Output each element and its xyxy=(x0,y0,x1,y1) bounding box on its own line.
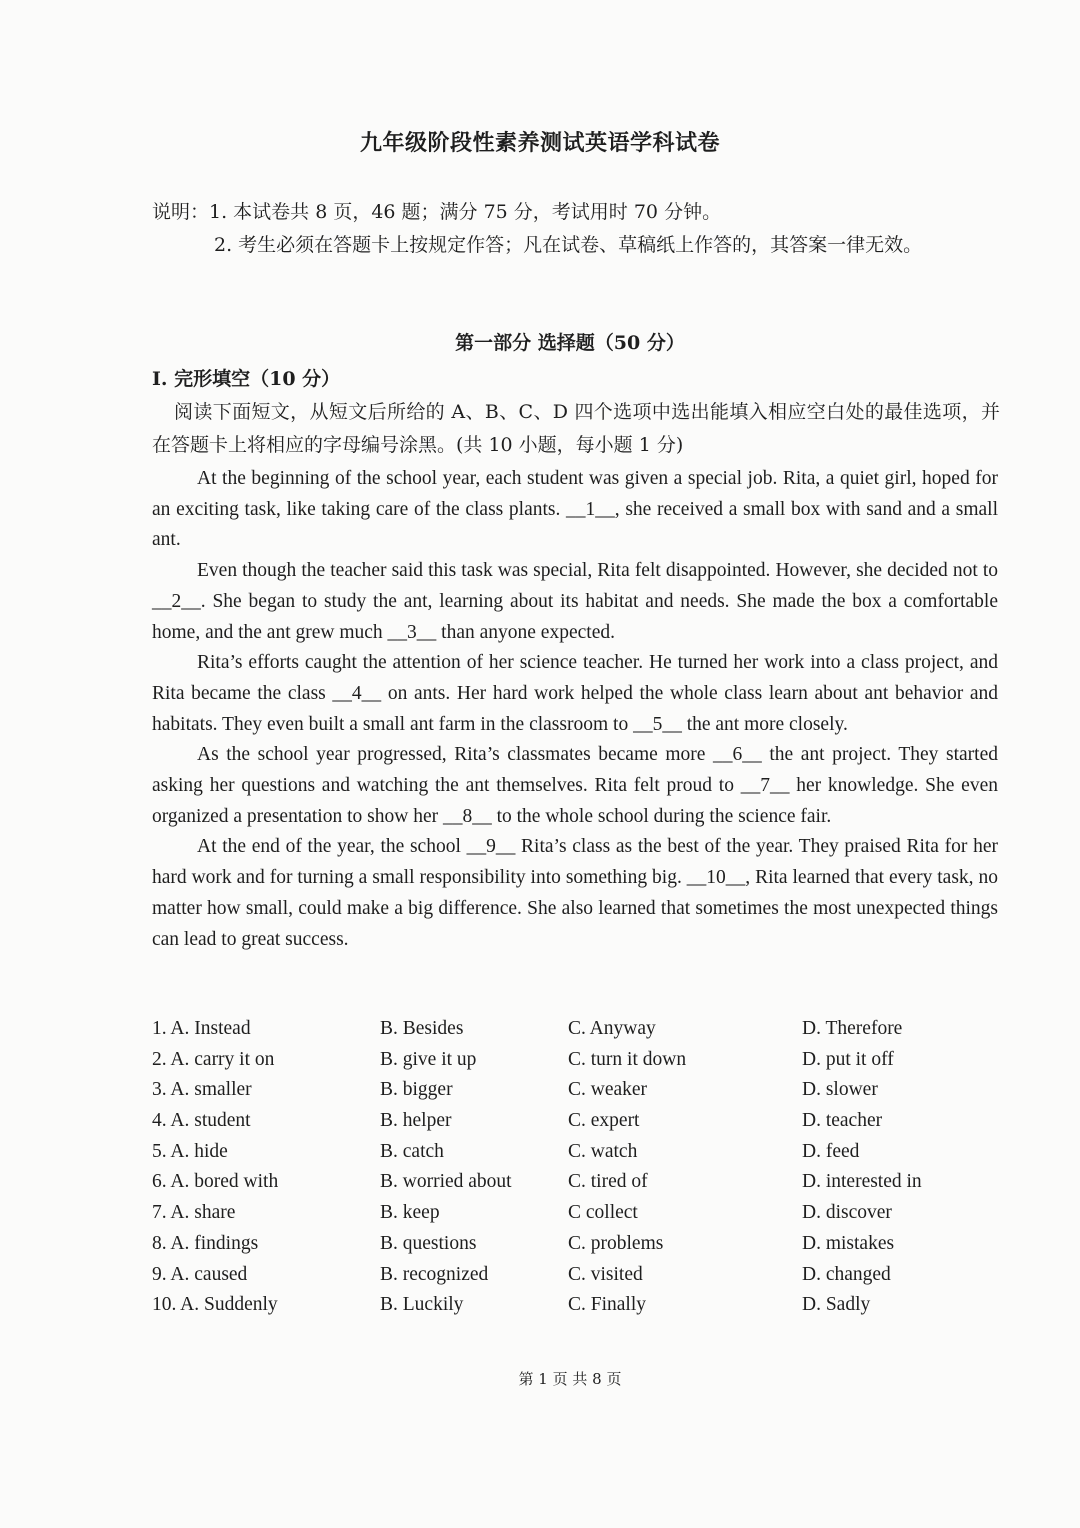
option-c: C. tired of xyxy=(568,1171,648,1193)
option-row xyxy=(152,1229,998,1260)
section-heading: 第一部分 选择题（50 分） xyxy=(455,332,685,354)
options-list xyxy=(152,1014,998,1321)
passage-paragraph: Even though the teacher said this task was special, Rita felt disappointed. However, she decided not to __2__. She began to study the ant, learning about its habitat and needs. She made the box a comfortable home, and the ant grew much __3__ than anyone expected. xyxy=(152,560,998,643)
passage-paragraph: Rita’s efforts caught the attention of her science teacher. He turned her work into a class project, and Rita became the class __4__ on ants. Her hard work helped the whole class learn about ant behavior and habitats. They even built a small ant farm in the classroom to __5__ the ant more closely. xyxy=(152,652,998,735)
option-b: B. questions xyxy=(380,1232,477,1254)
option-b: B. keep xyxy=(380,1202,440,1224)
option-a: 2. A. carry it on xyxy=(152,1048,275,1070)
option-c: C. Finally xyxy=(568,1294,647,1316)
option-a: 6. A. bored with xyxy=(152,1171,279,1193)
option-c: C. expert xyxy=(568,1110,640,1132)
option-d: D. mistakes xyxy=(802,1232,895,1254)
note-line-1: 说明：1. 本试卷共 8 页，46 题；满分 75 分，考试用时 70 分钟。 xyxy=(152,201,722,223)
option-d: D. slower xyxy=(802,1079,878,1101)
page-number-footer: 第 1 页 共 8 页 xyxy=(518,1370,622,1388)
option-b: B. recognized xyxy=(380,1263,489,1285)
option-b: B. give it up xyxy=(380,1048,477,1070)
option-row xyxy=(152,1014,998,1045)
option-row xyxy=(152,1045,998,1076)
passage-paragraph: At the end of the year, the school __9__ Rita’s class as the best of the year. They praised Rita for her hard work and for turning a small responsibility into something big. __10__, Rita learned that every task, no matter how small, could make a big difference. She also learned that sometimes the most unexpected things can lead to great success. xyxy=(152,836,998,950)
option-b: B. Besides xyxy=(380,1018,464,1039)
option-a: 5. A. hide xyxy=(152,1140,228,1162)
exam-notes xyxy=(152,196,1002,262)
option-b: B. worried about xyxy=(380,1171,512,1193)
passage-paragraph: As the school year progressed, Rita’s classmates became more __6__ the ant project. They started asking her questions and watching the ant themselves. Rita felt proud to __7__ her knowledge. She even organized a presentation to show her __8__ to the whole school during the science fair. xyxy=(152,744,998,827)
part-heading: I. 完形填空（10 分） xyxy=(152,368,341,390)
option-a: 9. A. caused xyxy=(152,1263,248,1285)
option-d: D. discover xyxy=(802,1202,892,1224)
option-row xyxy=(152,1106,998,1137)
passage-paragraph: At the beginning of the school year, each student was given a special job. Rita, a quiet girl, hoped for an exciting task, like taking care of the class plants. __1__, she received a small box with sand and a small ant. xyxy=(152,468,998,551)
option-a: 3. A. smaller xyxy=(152,1079,252,1101)
option-row xyxy=(152,1137,998,1168)
option-b: B. Luckily xyxy=(380,1294,464,1316)
option-a: 8. A. findings xyxy=(152,1232,259,1254)
option-c: C. problems xyxy=(568,1232,664,1254)
option-row xyxy=(152,1290,998,1321)
exam-title: 九年级阶段性素养测试英语学科试卷 xyxy=(359,130,720,156)
option-a: 4. A. student xyxy=(152,1110,251,1132)
option-d: D. put it off xyxy=(802,1048,894,1070)
option-a: 1. A. Instead xyxy=(152,1018,251,1039)
option-d: D. changed xyxy=(802,1263,891,1285)
option-d: D. teacher xyxy=(802,1110,883,1132)
option-d: D. Therefore xyxy=(802,1018,903,1039)
option-d: D. interested in xyxy=(802,1171,922,1193)
instruction-text: 阅读下面短文，从短文后所给的 A、B、C、D 四个选项中选出能填入相应空白处的最佳选项，并在答题卡上将相应的字母编号涂黑。(共 10 小题，每小题 1 分) xyxy=(152,401,1000,456)
option-row xyxy=(152,1075,998,1106)
option-c: C. visited xyxy=(568,1263,643,1285)
cloze-passage xyxy=(152,464,998,955)
option-row xyxy=(152,1167,998,1198)
option-c: C. turn it down xyxy=(568,1048,687,1070)
option-b: B. helper xyxy=(380,1110,452,1132)
option-row xyxy=(152,1198,998,1229)
option-row xyxy=(152,1260,998,1291)
note-line-2: 2. 考生必须在答题卡上按规定作答；凡在试卷、草稿纸上作答的，其答案一律无效。 xyxy=(214,234,923,256)
option-b: B. catch xyxy=(380,1140,444,1162)
option-a: 7. A. share xyxy=(152,1202,236,1224)
option-d: D. feed xyxy=(802,1140,860,1162)
option-c: C. watch xyxy=(568,1140,638,1162)
option-c: C. Anyway xyxy=(568,1018,656,1039)
option-b: B. bigger xyxy=(380,1079,453,1101)
option-a: 10. A. Suddenly xyxy=(152,1294,278,1316)
option-c: C. weaker xyxy=(568,1079,648,1101)
option-c: C collect xyxy=(568,1202,638,1224)
option-d: D. Sadly xyxy=(802,1294,871,1316)
